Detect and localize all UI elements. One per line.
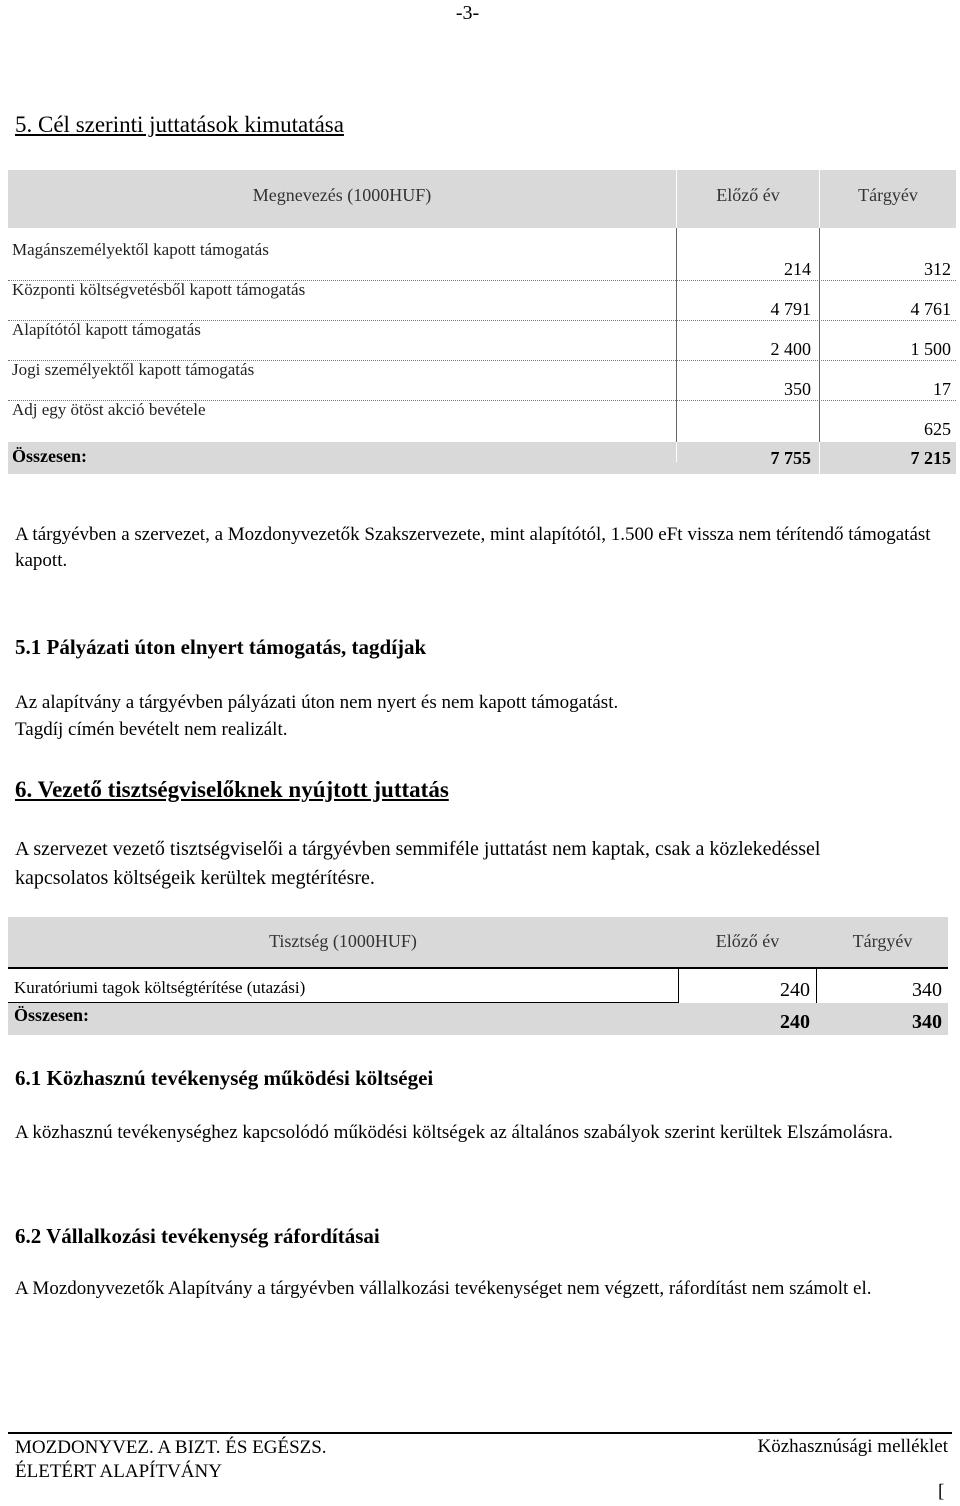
table-row bbox=[8, 400, 956, 440]
row-curr: 4 761 bbox=[910, 299, 951, 319]
total-curr: 340 bbox=[912, 1011, 942, 1033]
section-5-title: 5. Cél szerinti juttatások kimutatása bbox=[15, 112, 344, 137]
header-prev-year: Előző év bbox=[716, 185, 780, 205]
row-label: Magánszemélyektől kapott támogatás bbox=[12, 240, 269, 259]
header-current-year: Tárgyév bbox=[858, 185, 918, 205]
officers-table-header bbox=[8, 917, 948, 967]
row-label: Adj egy ötöst akció bevétele bbox=[12, 400, 206, 419]
benefits-table-header bbox=[8, 170, 956, 228]
header-position: Tisztség (1000HUF) bbox=[269, 931, 417, 951]
footer-divider bbox=[8, 1432, 952, 1434]
table-row bbox=[8, 240, 956, 280]
paragraph-operating-costs: A közhasznú tevékenységhez kapcsolódó működési költségek az általános szabályok szerint kerültek Elszámolásra. bbox=[15, 1122, 893, 1143]
row-label: Alapítótól kapott támogatás bbox=[12, 320, 201, 339]
row-label: Központi költségvetésből kapott támogatás bbox=[12, 280, 306, 299]
officers-table bbox=[8, 917, 948, 1035]
header-prev-year: Előző év bbox=[715, 931, 780, 951]
footer-org-line-2: ÉLETÉRT ALAPÍTVÁNY bbox=[15, 1461, 222, 1482]
table-total-row bbox=[8, 1003, 948, 1035]
total-curr: 7 215 bbox=[910, 448, 951, 468]
paragraph-membership-fees: Tagdíj címén bevételt nem realizált. bbox=[15, 719, 288, 740]
footer-organization bbox=[15, 1436, 327, 1484]
table-total-row bbox=[8, 442, 956, 474]
row-label: Kuratóriumi tagok költségtérítése (utazási) bbox=[14, 978, 306, 997]
section-6-1-title: 6.1 Közhasznú tevékenység működési költségei bbox=[15, 1066, 434, 1090]
row-prev: 4 791 bbox=[770, 299, 811, 319]
row-curr: 340 bbox=[912, 979, 942, 1001]
table-row bbox=[8, 360, 956, 400]
row-curr: 1 500 bbox=[910, 339, 951, 359]
paragraph-grants: Az alapítvány a tárgyévben pályázati úton nem nyert és nem kapott támogatást. bbox=[15, 692, 619, 713]
row-curr: 625 bbox=[924, 419, 951, 439]
section-6-2-title: 6.2 Vállalkozási tevékenység ráfordításai bbox=[15, 1224, 380, 1248]
paragraph-business-expenses: A Mozdonyvezetők Alapítvány a tárgyévben vállalkozási tevékenységet nem végzett, ráfordítást nem számolt el. bbox=[15, 1278, 872, 1299]
row-prev: 240 bbox=[780, 979, 810, 1001]
total-label: Összesen: bbox=[14, 1005, 89, 1025]
total-label: Összesen: bbox=[12, 446, 87, 466]
footer-bracket: [ bbox=[938, 1481, 945, 1502]
paragraph-founder-support: A tárgyévben a szervezet, a Mozdonyvezetők Szakszervezete, mint alapítótól, 1.500 eFt vissza nem térítendő támogatást kapott. bbox=[15, 524, 931, 571]
row-prev: 214 bbox=[784, 259, 811, 279]
header-name: Megnevezés (1000HUF) bbox=[252, 185, 432, 205]
table-row bbox=[8, 320, 956, 360]
section-5-1-title: 5.1 Pályázati úton elnyert támogatás, tagdíjak bbox=[15, 635, 427, 659]
paragraph-officers: A szervezet vezető tisztségviselői a tárgyévben semmiféle juttatást nem kaptak, csak a közlekedéssel kapcsolatos költségeik kerültek megtérítésre. bbox=[15, 838, 821, 889]
header-current-year: Tárgyév bbox=[852, 931, 913, 951]
total-prev: 240 bbox=[780, 1011, 810, 1033]
row-curr: 17 bbox=[933, 379, 951, 399]
section-6-title: 6. Vezető tisztségviselőknek nyújtott juttatás bbox=[15, 777, 449, 802]
footer-org-line-1: MOZDONYVEZ. A BIZT. ÉS EGÉSZS. bbox=[15, 1437, 327, 1458]
benefits-table bbox=[8, 170, 956, 468]
page-number: -3- bbox=[455, 2, 480, 24]
table-row bbox=[8, 280, 956, 320]
footer-document-type: Közhasznúsági melléklet bbox=[757, 1436, 948, 1457]
row-label: Jogi személyektől kapott támogatás bbox=[12, 360, 255, 379]
row-prev: 350 bbox=[784, 379, 811, 399]
row-prev: 2 400 bbox=[770, 339, 811, 359]
row-curr: 312 bbox=[924, 259, 951, 279]
total-prev: 7 755 bbox=[770, 448, 811, 468]
